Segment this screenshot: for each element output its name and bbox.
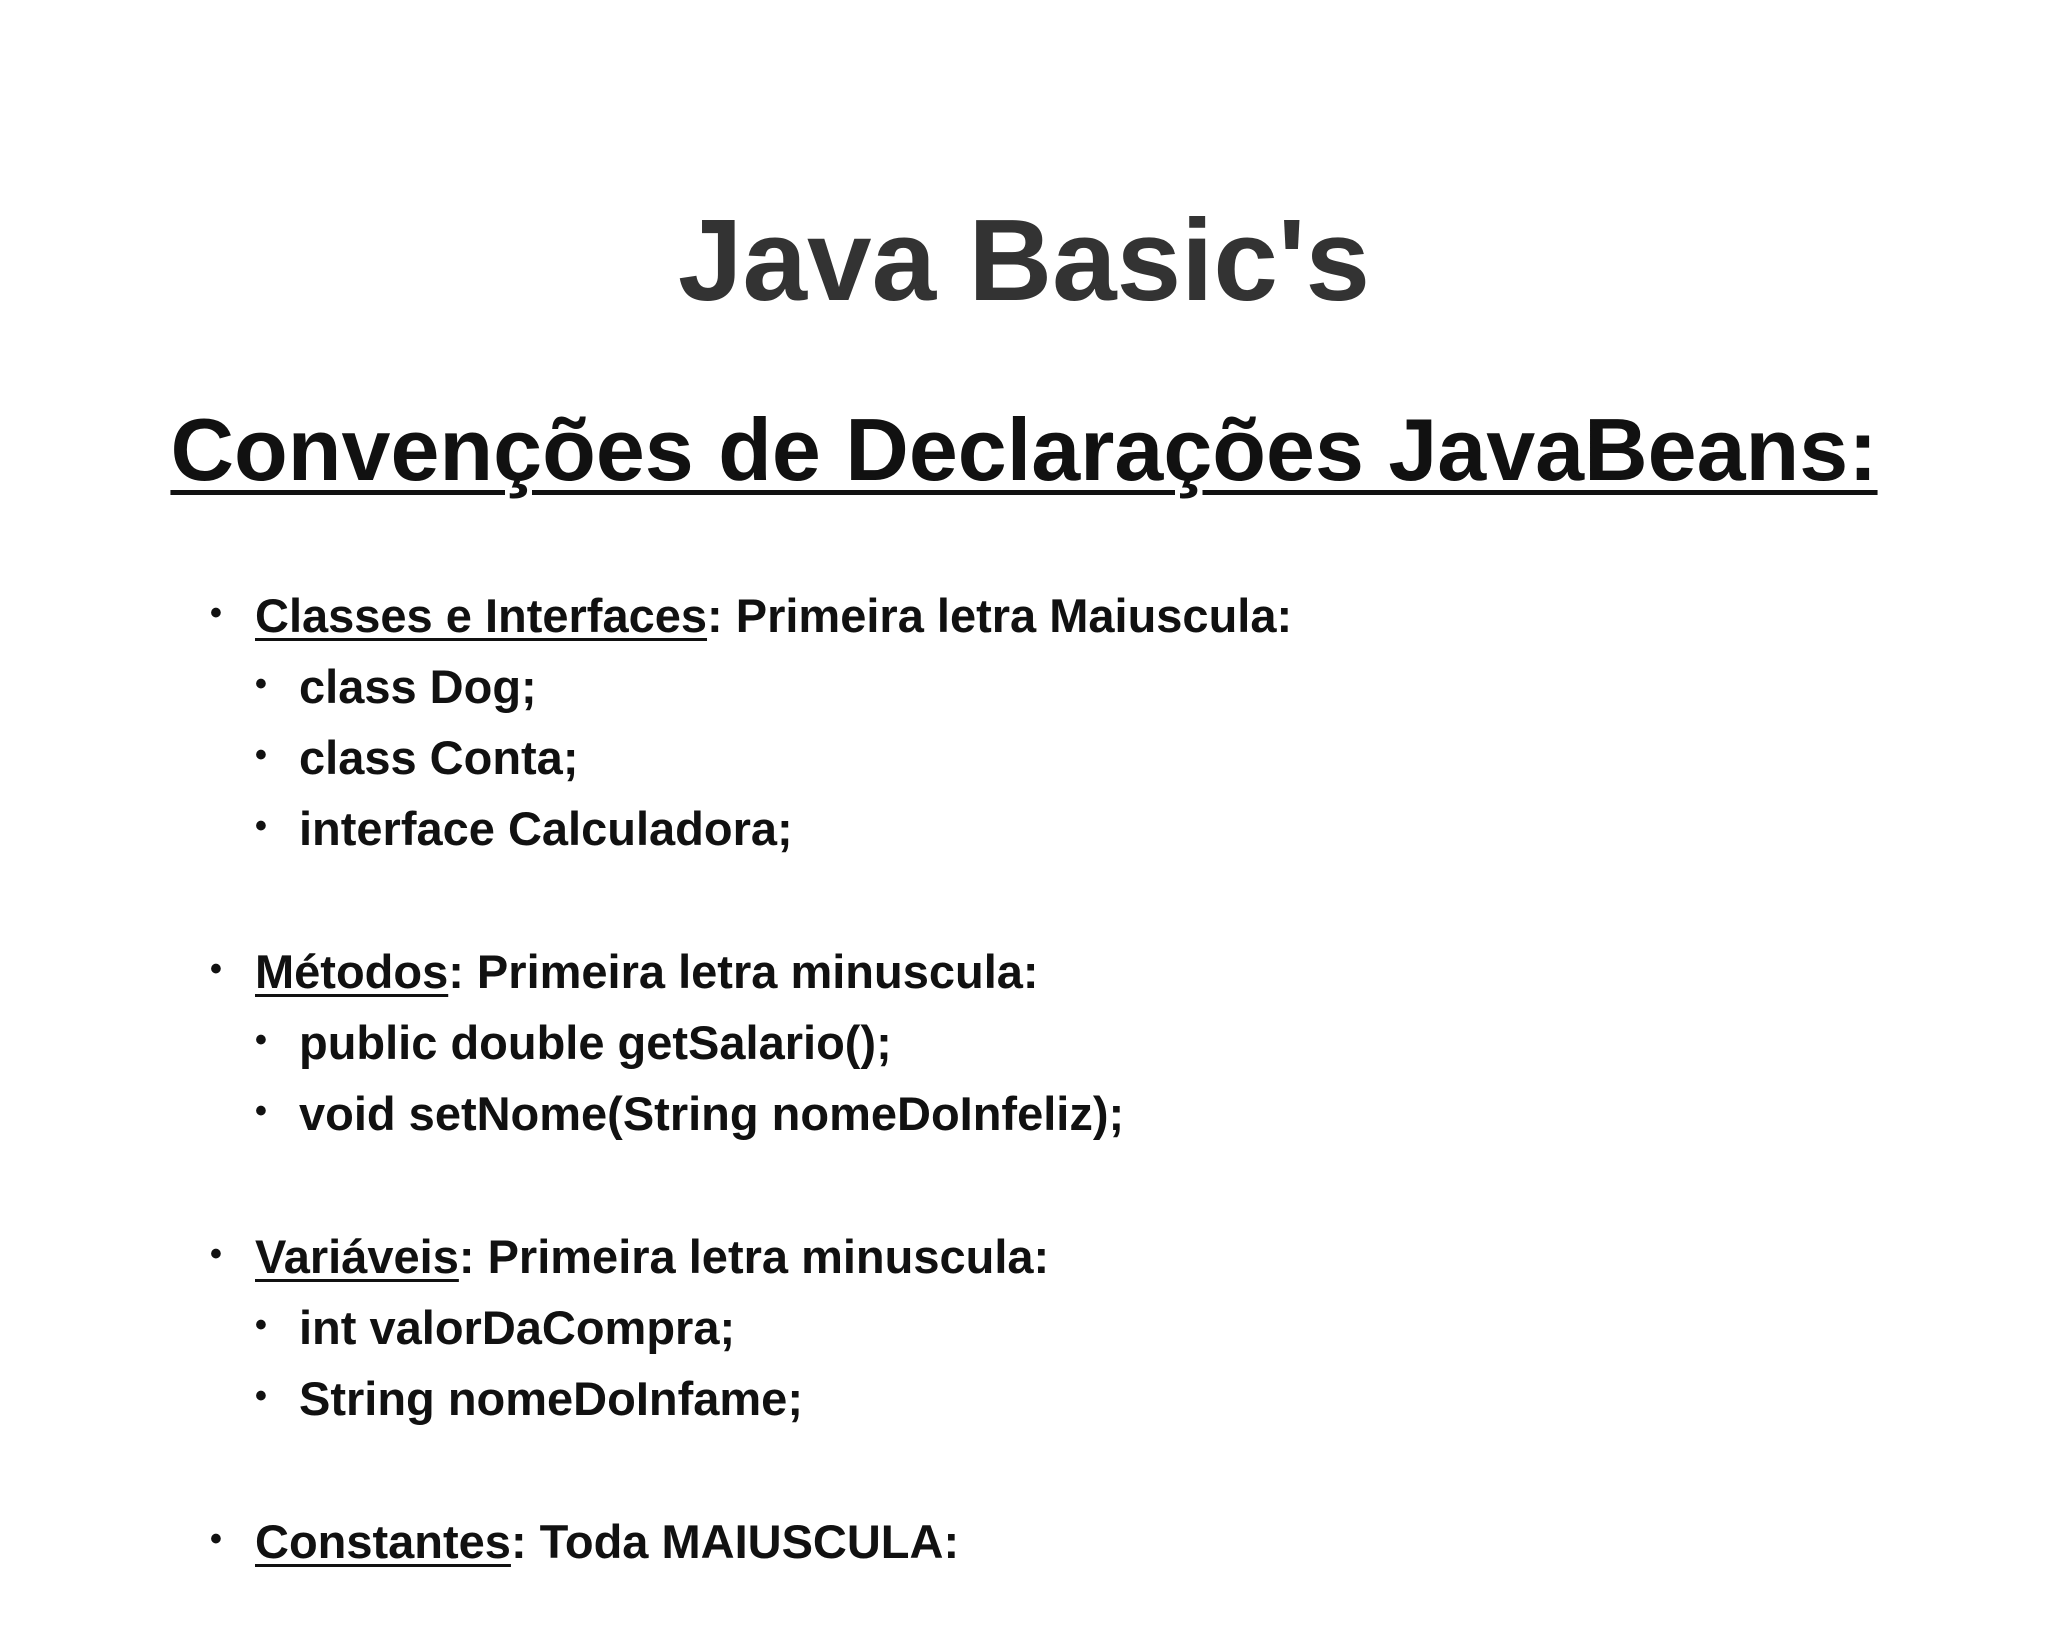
bullet-icon: •	[255, 1377, 267, 1415]
list-item	[210, 580, 1910, 651]
bullet-icon: •	[255, 1021, 267, 1059]
bullet-icon: •	[210, 594, 222, 632]
list-item	[210, 936, 1910, 1007]
bullet-list	[210, 580, 1910, 1649]
section-metodos	[210, 936, 1910, 1149]
section-term: Classes e Interfaces	[255, 589, 708, 642]
example-text: class Conta;	[299, 731, 579, 784]
example-text: void setNome(String nomeDoInfeliz);	[299, 1087, 1125, 1140]
bullet-icon: •	[255, 1306, 267, 1344]
example-text: int valorDaCompra;	[299, 1301, 736, 1354]
section-term: Métodos	[255, 945, 449, 998]
example-text: interface Calculadora;	[299, 802, 793, 855]
example-text: class Dog;	[299, 660, 537, 713]
list-subitem	[210, 1363, 1910, 1434]
bullet-icon: •	[255, 807, 267, 845]
example-text: public double getSalario();	[299, 1016, 892, 1069]
slide-subtitle: Convenções de Declarações JavaBeans:	[170, 400, 1878, 499]
bullet-icon: •	[210, 950, 222, 988]
bullet-icon: •	[255, 665, 267, 703]
section-rule: : Primeira letra minuscula:	[448, 945, 1039, 998]
section-rule: : Primeira letra Maiuscula:	[707, 589, 1293, 642]
slide-title: Java Basic's	[678, 195, 1370, 325]
section-variaveis	[210, 1221, 1910, 1434]
bullet-icon: •	[255, 736, 267, 774]
list-subitem	[210, 1078, 1910, 1149]
list-subitem	[210, 1007, 1910, 1078]
example-text: String nomeDoInfame;	[299, 1372, 803, 1425]
list-item	[210, 1221, 1910, 1292]
section-term: Variáveis	[255, 1230, 459, 1283]
bullet-icon: •	[255, 1092, 267, 1130]
bullet-icon: •	[210, 1520, 222, 1558]
list-subitem	[210, 722, 1910, 793]
list-subitem	[210, 793, 1910, 864]
section-term: Constantes	[255, 1515, 511, 1568]
list-subitem	[210, 651, 1910, 722]
bullet-icon: •	[210, 1235, 222, 1273]
section-constantes	[210, 1506, 1910, 1577]
list-item	[210, 1506, 1910, 1577]
section-classes-interfaces	[210, 580, 1910, 864]
section-rule: : Toda MAIUSCULA:	[510, 1515, 960, 1568]
section-rule: : Primeira letra minuscula:	[458, 1230, 1050, 1283]
list-subitem	[210, 1292, 1910, 1363]
